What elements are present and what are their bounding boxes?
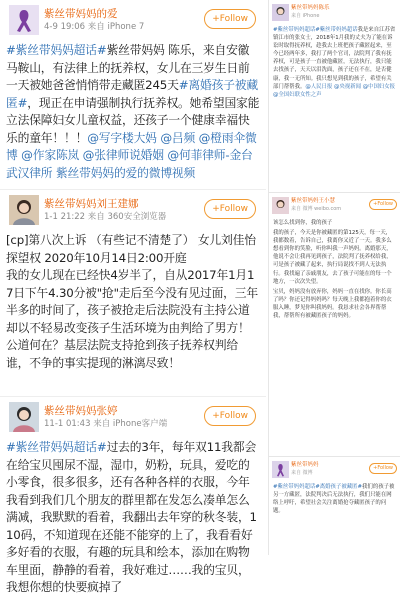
post-header	[269, 193, 400, 219]
topic-link[interactable]: #离婚孩子被藏匿#	[6, 78, 258, 110]
post-text: 我的女儿现在已经快4岁半了，自从2017年1月17日下午4.30分被"抢"走后至今没有见过面，三年半多的时间了，孩子被抢走后法院没有主持公道却以不轻易改变孩子生活环境为由判给了男方！公道何在？基层法院支持抢到孩子抚养权判给谁，不争的事实提现的淋漓尽致！	[6, 268, 258, 370]
post-text: 我的孩子，今天是你被藏匿的第125天，每一天，我都数着，告诉自己，我离你又近了一天。我多么想看到你的笑脸，听你叫我一声妈妈。离婚那天，他说不会让我再见到孩子，法院判了抚养权给我，可是孩子被藏了起来，执行局说找不到人无法执行。我找遍了亲戚朋友，去了孩子可能在的每一个地方，一次次失望。	[273, 230, 392, 285]
post-body	[269, 483, 400, 515]
post-meta: 11-1 01:43 来自 iPhone客户端	[44, 419, 168, 429]
author-name[interactable]: 紫丝带妈妈张婷	[44, 405, 118, 417]
post-body	[269, 219, 400, 320]
post-header	[269, 457, 400, 483]
post-text: 我们的孩子被另一方藏匿，法院判决后无法执行，我们只能在网络上呼吁，希望社会关注离婚抢夺藏匿孩子的问题。	[273, 484, 395, 515]
author-name[interactable]: 紫丝带妈妈的爱	[44, 8, 118, 20]
post-text: 宝贝，妈妈没有放弃你，妈妈一直在找你。你长高了吗？你还记得妈妈吗？每天晚上我都抱着你的衣服入睡，梦见你叫我妈妈。我恳求社会各界帮帮我，帮帮所有被藏匿孩子的妈妈。	[273, 288, 392, 320]
topic-link[interactable]: #紫丝带妈妈超话#	[6, 43, 107, 57]
post-body	[6, 42, 260, 182]
mention-links[interactable]: @写字楼大妈 @吕频 @橙雨伞微博 @作家陈岚 @张律师说婚姻 @何菲律师-金台武汉律所	[6, 130, 257, 180]
post-text: 过去的3年，每年双11我都会在给宝贝囤尿不湿，湿巾，奶粉，玩具，爱吃的小零食，很多很多，还有各种各样的衣服，今年我看到我们几个朋友的群里都在发怎么凑单怎么满减，我默默的看着，我翻出去年穿的秋冬装，110码，不知道现在还能不能穿的上了，我看看好多好看的衣服，有趣的玩具和绘本，添加在购物车里面，静静的看着，我好难过……我的宝贝，我想你想的快要疯掉了	[6, 440, 257, 594]
post-card	[0, 396, 266, 594]
follow-button[interactable]: +Follow	[204, 406, 256, 426]
right-bottom-post	[268, 456, 400, 555]
post-text: [cp]第八次上诉 （有些记不清楚了） 女儿刘佳怡探望权 2020年10月14日2:00开庭	[6, 233, 256, 265]
post-card	[0, 189, 266, 395]
author-name[interactable]: 紫丝带妈妈刘王建娜	[44, 198, 139, 210]
author-name[interactable]: 紫丝带妈妈	[291, 462, 319, 468]
right-middle-post	[268, 192, 400, 456]
topic-link[interactable]: #紫丝带妈妈超话#离婚孩子被藏匿#	[273, 484, 363, 490]
post-text: 紫丝带妈妈 陈乐，来自安徽马鞍山，有法律上的抚养权，女儿在三岁生日前一天被她爸爸悄悄带走藏匿245天	[6, 43, 250, 92]
post-header	[6, 190, 260, 232]
post-card	[0, 0, 266, 188]
follow-button[interactable]: +Follow	[369, 463, 397, 474]
post-meta: 4-9 19:06 来自 iPhone 7	[44, 22, 145, 32]
video-link[interactable]: 紫丝带妈妈的爱的微博视频	[55, 165, 196, 180]
post-text: ，现正在申请强制执行抚养权。她希望国家能立法保障妇女儿童权益，还孩子一个健康幸福快乐的童年！！！	[6, 95, 260, 145]
avatar[interactable]	[272, 4, 289, 21]
post-text: 该怎么找到你，我的孩子	[273, 220, 333, 226]
mention-links[interactable]: @人民日报 @央视新闻 @中国妇女报 @全国妇联女性之声	[273, 83, 396, 98]
right-top-post	[268, 0, 400, 192]
post-meta: 来自 微博	[291, 470, 313, 476]
avatar[interactable]	[272, 461, 289, 478]
avatar[interactable]	[9, 5, 39, 35]
topic-link[interactable]: #紫丝带妈妈超话#	[6, 440, 107, 454]
avatar[interactable]	[9, 402, 39, 432]
follow-button[interactable]: +Follow	[204, 9, 256, 29]
topic-link[interactable]: #紫丝带妈妈超话#紫丝带妈妈超话	[273, 27, 358, 33]
post-body	[6, 439, 260, 597]
author-name[interactable]: 紫丝带妈妈王小慧	[291, 198, 336, 204]
avatar[interactable]	[272, 197, 289, 214]
post-meta: 来自 微博 weibo.com	[291, 206, 342, 212]
post-header	[269, 0, 400, 26]
post-text: 我是来自江苏省镇江市的张女士，2018年1月我的丈夫为了能在诉讼时取得抚养权，趁我去上班把孩子藏匿起来，至今已经两年多，我打了两个官司，法院判了我有抚养权，可是孩子一直被他藏匿，无法执行，我只能去找孩子，天天以泪洗面，孩子还在不在，是否健康，我一无所知。我只想见到我的孩子，希望有关部门帮帮我。	[273, 27, 396, 90]
post-meta: 1-1 21:22 来自 360安全浏览器	[44, 212, 167, 222]
post-header	[6, 0, 260, 42]
post-header	[6, 397, 260, 439]
follow-button[interactable]: +Follow	[369, 199, 397, 210]
avatar[interactable]	[9, 195, 39, 225]
post-body	[6, 232, 260, 372]
post-body	[269, 26, 400, 99]
follow-button[interactable]: +Follow	[204, 199, 256, 219]
post-meta: 来自 iPhone	[291, 13, 320, 19]
author-name[interactable]: 紫丝带妈妈陈乐	[291, 5, 330, 11]
